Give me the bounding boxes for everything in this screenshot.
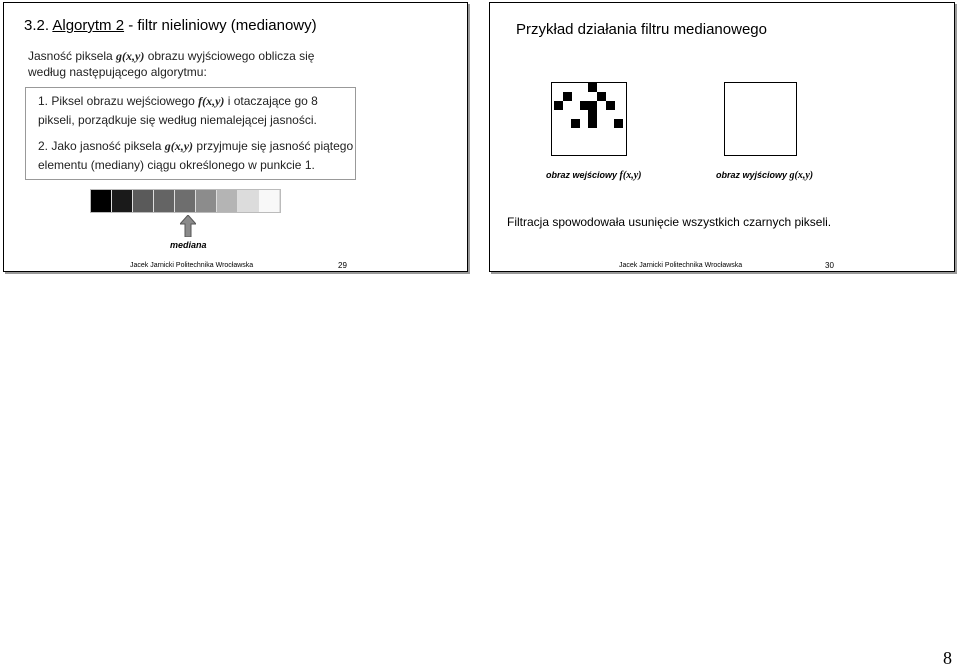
strip-cell-4 bbox=[154, 190, 175, 212]
intro-post: obrazu wyjściowego oblicza się bbox=[144, 49, 315, 63]
median-label: mediana bbox=[170, 240, 207, 250]
black-pixel bbox=[563, 92, 572, 101]
output-image bbox=[724, 82, 797, 156]
input-image bbox=[551, 82, 627, 156]
algorithm-step-2 bbox=[38, 137, 354, 175]
black-pixel bbox=[588, 101, 597, 110]
black-pixel bbox=[614, 119, 623, 128]
output-caption-pre: obraz wyjściowy bbox=[716, 170, 790, 180]
step1-pre: 1. Piksel obrazu wejściowego bbox=[38, 94, 199, 108]
sheet-number: 8 bbox=[943, 648, 952, 668]
strip-cell-3 bbox=[133, 190, 154, 212]
footer-author: Jacek Jarnicki Politechnika Wrocławska bbox=[130, 262, 254, 269]
intro-text bbox=[28, 48, 314, 80]
slide-title: Przykład działania filtru medianowego bbox=[516, 21, 767, 38]
sorted-pixel-strip bbox=[90, 189, 281, 213]
intro-func: g(x,y) bbox=[116, 49, 145, 63]
input-caption-pre: obraz wejściowy bbox=[546, 170, 620, 180]
strip-cell-2 bbox=[112, 190, 133, 212]
black-pixel bbox=[554, 101, 563, 110]
slide-title bbox=[24, 17, 317, 34]
output-image-caption bbox=[716, 170, 813, 181]
step1-post: i otaczające go 8 pikseli, porządkuje się według niemalejącej jasności. bbox=[38, 94, 318, 127]
page-number: 29 bbox=[338, 261, 347, 270]
step2-func: g(x,y) bbox=[164, 139, 194, 153]
intro-line2: według następującego algorytmu: bbox=[28, 65, 207, 79]
slide-30 bbox=[489, 2, 955, 272]
black-pixel bbox=[571, 119, 580, 128]
page-number: 30 bbox=[825, 261, 834, 270]
strip-cell-6 bbox=[196, 190, 217, 212]
strip-cell-7 bbox=[217, 190, 238, 212]
black-pixel bbox=[588, 110, 597, 119]
footer-author: Jacek Jarnicki Politechnika Wrocławska bbox=[619, 262, 743, 269]
slide-29 bbox=[3, 2, 468, 272]
input-caption-func: f(x,y) bbox=[619, 170, 642, 181]
black-pixel bbox=[606, 101, 615, 110]
strip-cell-1 bbox=[91, 190, 112, 212]
input-image-caption bbox=[546, 170, 641, 181]
median-arrow-icon bbox=[180, 215, 196, 237]
title-suffix: - filtr nieliniowy (medianowy) bbox=[124, 17, 317, 34]
strip-cell-8 bbox=[238, 190, 259, 212]
algorithm-step-1 bbox=[38, 92, 354, 130]
black-pixel bbox=[597, 92, 606, 101]
step1-func: f(x,y) bbox=[198, 94, 225, 108]
result-text: Filtracja spowodowała usunięcie wszystkich czarnych pikseli. bbox=[507, 215, 832, 229]
black-pixel bbox=[588, 119, 597, 128]
title-prefix: 3.2. bbox=[24, 17, 53, 34]
strip-cell-5 bbox=[175, 190, 196, 212]
output-caption-func: g(x,y) bbox=[789, 170, 814, 181]
strip-cell-9 bbox=[259, 190, 280, 212]
black-pixel bbox=[588, 83, 597, 92]
algorithm-box bbox=[25, 87, 356, 180]
intro-pre: Jasność piksela bbox=[28, 49, 117, 63]
step2-pre: 2. Jako jasność piksela bbox=[38, 139, 165, 153]
step2-post: przyjmuje się jasność piątego elementu (mediany) ciągu określonego w punkcie 1. bbox=[38, 139, 354, 172]
title-link[interactable]: Algorytm 2 bbox=[52, 17, 125, 34]
